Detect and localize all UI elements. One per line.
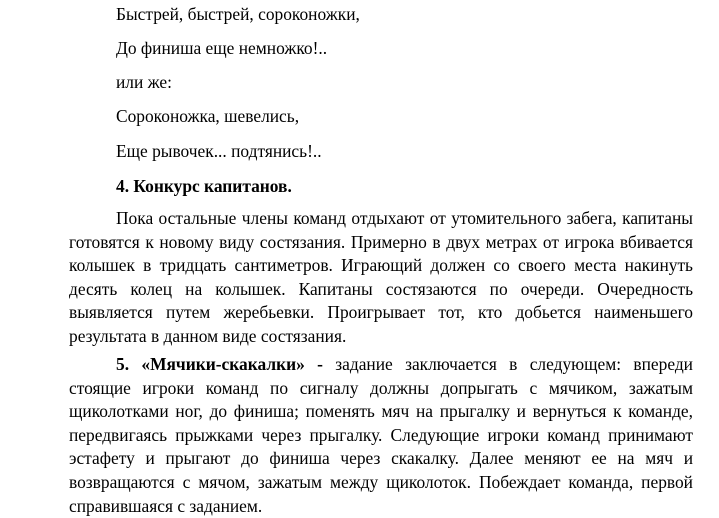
- poem-line-5: Еще рывочек... подтянись!..: [116, 141, 322, 161]
- section-5-heading: 5. «Мячики-скакалки» -: [116, 354, 323, 374]
- poem-line-3: или же:: [116, 72, 172, 92]
- poem-line-2: До финиша еще немножко!..: [116, 38, 328, 58]
- section-5-paragraph: [69, 353, 693, 518]
- section-5-body: задание заключается в следующем: впереди стоящие игроки команд по сигналу должны допрыгать с мячиком, зажатым щиколотками ног, до финиша; поменять мяч на прыгалку и вернуться к команде, передвигаясь прыжками через прыгалку. Следующие игроки команд принимают эстафету и прыгают до финиша через скакалку. Далее меняют ее на мяч и возвращаются с мячом, зажатым между щиколоток. Побеждает команда, первой справившаяся с заданием.: [69, 354, 693, 516]
- section-4-paragraph: Пока остальные члены команд отдыхают от утомительного забега, капитаны готовятся к новому виду состязания. Примерно в двух метрах от игрока вбивается колышек в тридцать сантиметров. Играющий должен со своего места накинуть десять колец на колышек. Капитаны состязаются по очереди. Очередность выявляется путем жеребьевки. Проигрывает тот, кто добьется наименьшего результата в данном виде состязания.: [69, 208, 693, 346]
- section-4-heading: 4. Конкурс капитанов.: [116, 176, 292, 196]
- poem-line-1: Быстрей, быстрей, сороконожки,: [116, 4, 360, 24]
- poem-line-4: Сороконожка, шевелись,: [116, 106, 300, 126]
